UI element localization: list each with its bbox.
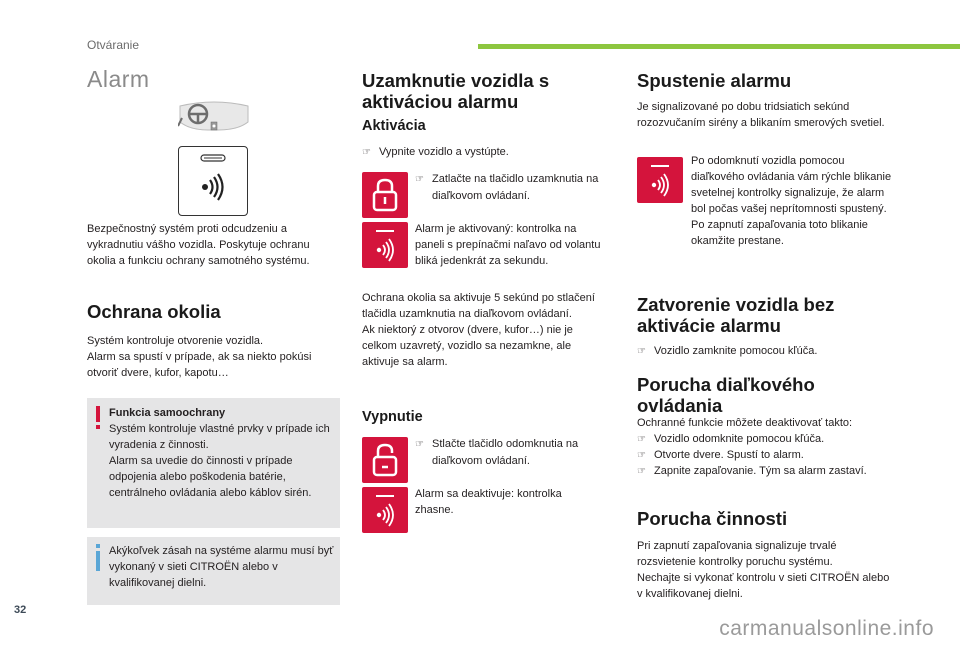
lock-icon <box>362 172 408 218</box>
warning-text: Systém kontroluje vlastné prvky v prípade ich vyradenia z činnosti. Alarm sa uvedie do činnosti v prípade odpojenia alebo poškodenia batérie, centrálneho ovládania alebo káblov sirén. <box>109 423 330 499</box>
aktivacia-heading: Aktivácia <box>362 118 426 134</box>
zatvorenie-bullet-text: Vozidlo zamknite pomocou kľúča. <box>654 345 818 357</box>
ochrana-okolia-heading: Ochrana okolia <box>87 301 221 322</box>
porucha-cinnosti-text: Pri zapnutí zapaľovania signalizuje trvalé rozsvietenie kontrolky poruchu systému. Nechajte si vykonať kontrolu v sieti CITROËN alebo v kvalifikovanej dielni. <box>637 540 890 600</box>
alarm-switch-image <box>178 146 248 216</box>
porucha-bullet-1: ☞ Vozidlo odomknite pomocou kľúča. <box>637 433 825 445</box>
porucha-bullet-2: ☞ Otvorte dvere. Spustí to alarm. <box>637 449 804 461</box>
alarm-triggered-indicator-icon <box>637 157 683 203</box>
alarm-button-icon <box>179 147 247 215</box>
steering-wheel-icon <box>178 100 250 136</box>
aktivacia-bullet-1: ☞ Vypnite vozidlo a vystúpte. <box>362 146 509 158</box>
porucha-dialkoveho-heading: Porucha diaľkového ovládania <box>637 374 815 416</box>
ochrana-okolia-text: Systém kontroluje otvorenie vozidla. Alarm sa spustí v prípade, ak sa niekto pokúsi otvoriť dvere, kufor, kapotu… <box>87 335 312 379</box>
page-title: Alarm <box>87 66 150 92</box>
accent-rule <box>478 44 960 49</box>
porucha-dialkoveho-text: Ochranné funkcie môžete deaktivovať takto: <box>637 417 853 429</box>
warning-box <box>87 398 340 528</box>
warning-title: Funkcia samoochrany <box>109 407 226 419</box>
info-text: Akýkoľvek zásah na systéme alarmu musí byť vykonaný v sieti CITROËN alebo v kvalifikovanej dielni. <box>109 545 334 589</box>
uzamknutie-heading: Uzamknutie vozidla s aktiváciou alarmu <box>362 70 550 112</box>
vypnutie-note: Alarm sa deaktivuje: kontrolka zhasne. <box>415 488 562 516</box>
unlock-icon <box>362 437 408 483</box>
porucha-bullet-3: ☞ Zapnite zapaľovanie. Tým sa alarm zastaví. <box>637 465 867 477</box>
vypnutie-heading: Vypnutie <box>362 409 423 425</box>
aktivacia-bullet-2: ☞ Zatlačte na tlačidlo uzamknutia na diaľkovom ovládaní. <box>415 173 599 202</box>
zatvorenie-heading: Zatvorenie vozidla bez aktivácie alarmu <box>637 294 835 336</box>
warning-icon <box>95 406 101 430</box>
dashboard-illustration <box>178 100 250 136</box>
section-label: Otváranie <box>87 38 140 52</box>
alarm-off-indicator-icon <box>362 487 408 533</box>
aktivacia-bullet-2-text: Zatlačte na tlačidlo uzamknutia na diaľkovom ovládaní. <box>432 173 599 202</box>
page-number: 32 <box>14 604 27 616</box>
porucha-bullet-1-text: Vozidlo odomknite pomocou kľúča. <box>654 433 825 445</box>
watermark: carmanualsonline.info <box>719 617 934 640</box>
spustenie-note: Po odomknutí vozidla pomocou diaľkového ovládania vám rýchle blikanie svetelnej kontrolky signalizuje, že alarm bol počas vašej neprítomnosti spustený. Po zapnutí zapaľovania toto blikanie okamžite prestane. <box>691 155 892 247</box>
aktivacia-note: Alarm je aktivovaný: kontrolka na paneli s prepínačmi naľavo od volantu bliká jedenkrát za sekundu. <box>415 223 601 267</box>
alarm-indicator-icon <box>362 222 408 268</box>
info-box <box>87 537 340 605</box>
info-icon <box>95 544 101 572</box>
porucha-bullet-3-text: Zapnite zapaľovanie. Tým sa alarm zastaví. <box>654 465 867 477</box>
vypnutie-bullet-text: Stlačte tlačidlo odomknutia na diaľkovom ovládaní. <box>432 438 579 467</box>
spustenie-text: Je signalizované po dobu tridsiatich sekúnd rozozvučaním sirény a blikaním smerových svetiel. <box>637 101 885 129</box>
spustenie-heading: Spustenie alarmu <box>637 70 792 91</box>
ochrana-aktivacia-text: Ochrana okolia sa aktivuje 5 sekúnd po stlačení tlačidla uzamknutia na diaľkovom ovládaní. Ak niektorý z otvorov (dvere, kufor…) nie je celkom uzavretý, vozidlo sa nezamkne, ale aktivuje sa alarm. <box>362 292 595 368</box>
vypnutie-bullet: ☞ Stlačte tlačidlo odomknutia na diaľkovom ovládaní. <box>415 438 579 467</box>
porucha-cinnosti-heading: Porucha činnosti <box>637 508 788 529</box>
porucha-bullet-2-text: Otvorte dvere. Spustí to alarm. <box>654 449 804 461</box>
intro-text: Bezpečnostný systém proti odcudzeniu a vykradnutiu vášho vozidla. Poskytuje ochranu okolia a funkciu ochrany samotného systému. <box>87 223 310 267</box>
zatvorenie-bullet: ☞ Vozidlo zamknite pomocou kľúča. <box>637 345 818 357</box>
aktivacia-bullet-1-text: Vypnite vozidlo a vystúpte. <box>379 146 509 158</box>
